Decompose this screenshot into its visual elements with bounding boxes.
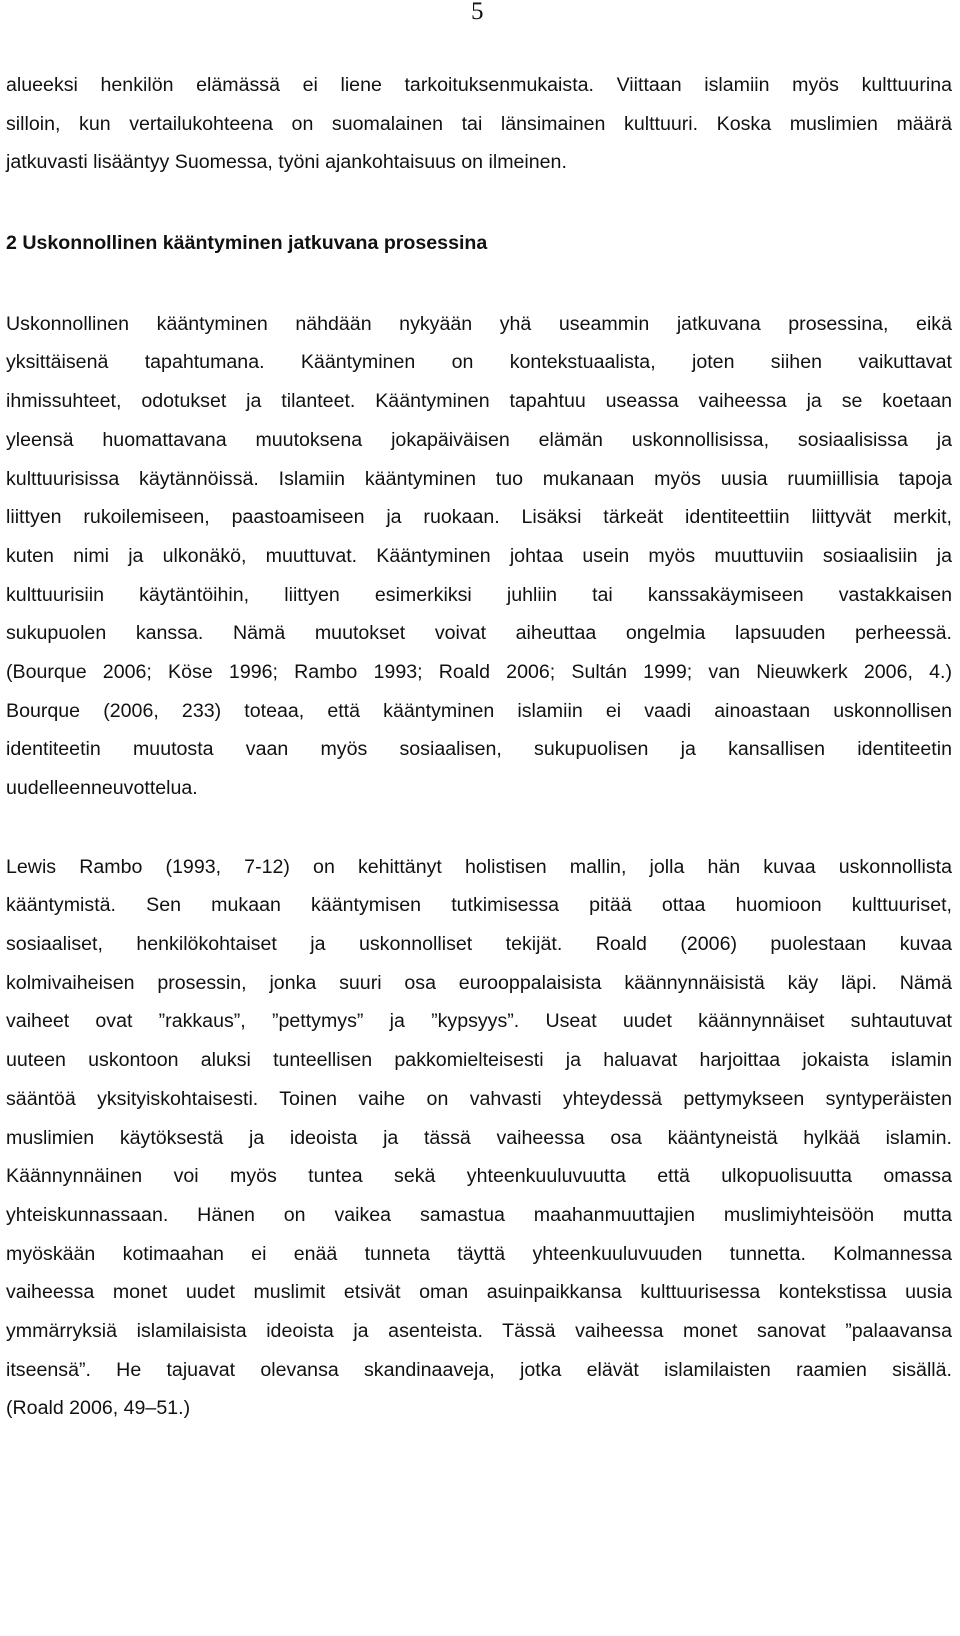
text-line: kulttuurisissa käytännöissä. Islamiin kääntyminen tuo mukanaan myös uusia ruumiillisia tapoja: [6, 467, 952, 490]
section-heading: 2 Uskonnollinen kääntyminen jatkuvana prosessina: [6, 232, 488, 255]
page-body: [6, 66, 952, 1428]
text-line: alueeksi henkilön elämässä ei liene tarkoituksenmukaista. Viittaan islamiin myös kulttuurina: [6, 74, 952, 96]
text-line: liittyen rukoilemiseen, paastoamiseen ja ruokaan. Lisäksi tärkeät identiteettiin liittyvät merkit,: [6, 506, 952, 529]
text-line: (Roald 2006, 49–51.): [6, 1397, 191, 1420]
paragraph-conversion-process: [6, 305, 952, 808]
text-line: (Bourque 2006; Köse 1996; Rambo 1993; Roald 2006; Sultán 1999; van Nieuwkerk 2006, 4.): [6, 660, 952, 683]
text-line: kolmivaiheisen prosessin, jonka suuri osa eurooppalaisista käännynnäisistä käy läpi. Nämä: [6, 971, 952, 994]
text-line: Käännynnäinen voi myös tuntea sekä yhteenkuuluvuutta että ulkopuolisuutta omassa: [6, 1165, 952, 1188]
text-line: Lewis Rambo (1993, 7-12) on kehittänyt holistisen mallin, jolla hän kuvaa uskonnollista: [6, 855, 952, 878]
text-line: jatkuvasti lisääntyy Suomessa, työni ajankohtaisuus on ilmeinen.: [6, 151, 567, 174]
text-line: yksittäisenä tapahtumana. Kääntyminen on kontekstuaalista, joten siihen vaikuttavat: [6, 351, 952, 374]
text-line: Uskonnollinen kääntyminen nähdään nykyään yhä useammin jatkuvana prosessina, eikä: [6, 312, 952, 335]
paragraph-rambo-roald: [6, 848, 952, 1428]
text-line: Bourque (2006, 233) toteaa, että kääntyminen islamiin ei vaadi ainoastaan uskonnollisen: [6, 699, 952, 722]
text-line: myöskään kotimaahan ei enää tunneta täyttä yhteenkuuluvuuden tunnetta. Kolmannessa: [6, 1242, 952, 1265]
text-line: kääntymistä. Sen mukaan kääntymisen tutkimisessa pitää ottaa huomioon kulttuuriset,: [6, 894, 952, 917]
text-line: itseensä”. He tajuavat olevansa skandinaaveja, jotka elävät islamilaisten raamien sisällä.: [6, 1358, 952, 1381]
text-line: sääntöä yksityiskohtaisesti. Toinen vaihe on vahvasti yhteydessä pettymykseen syntyperäisten: [6, 1087, 952, 1110]
page-number: 5: [471, 0, 484, 25]
text-line: kulttuurisiin käytäntöihin, liittyen esimerkiksi juhliin tai kanssakäymiseen vastakkaisen: [6, 583, 952, 606]
text-line: sukupuolen kanssa. Nämä muutokset voivat aiheuttaa ongelmia lapsuuden perheessä.: [6, 622, 952, 645]
text-line: identiteetin muutosta vaan myös sosiaalisen, sukupuolisen ja kansallisen identiteetin: [6, 738, 952, 761]
text-line: yhteiskunnassaan. Hänen on vaikea samastua maahanmuuttajien muslimiyhteisöön mutta: [6, 1203, 952, 1226]
text-line: uudelleenneuvottelua.: [6, 777, 198, 799]
text-line: uuteen uskontoon aluksi tunteellisen pakkomielteisesti ja haluavat harjoittaa jokaista islamin: [6, 1049, 952, 1072]
text-line: sosiaaliset, henkilökohtaiset ja uskonnolliset tekijät. Roald (2006) puolestaan kuvaa: [6, 933, 952, 956]
intro-paragraph: [6, 66, 952, 182]
text-line: muslimien käytöksestä ja ideoista ja tässä vaiheessa osa kääntyneistä hylkää islamin.: [6, 1126, 952, 1149]
text-line: kuten nimi ja ulkonäkö, muuttuvat. Kääntyminen johtaa usein myös muuttuviin sosiaalisiin ja: [6, 544, 952, 567]
text-line: ymmärryksiä islamilaisista ideoista ja asenteista. Tässä vaiheessa monet sanovat ”palaavansa: [6, 1319, 952, 1342]
text-line: ihmissuhteet, odotukset ja tilanteet. Kääntyminen tapahtuu useassa vaiheessa ja se koetaan: [6, 390, 952, 413]
text-line: vaiheessa monet uudet muslimit etsivät oman asuinpaikkansa kulttuurisessa kontekstissa uusia: [6, 1281, 952, 1304]
text-line: vaiheet ovat ”rakkaus”, ”pettymys” ja ”kypsyys”. Useat uudet käännynnäiset suhtautuvat: [6, 1010, 952, 1033]
text-line: yleensä huomattavana muutoksena jokapäiväisen elämän uskonnollisissa, sosiaalisissa ja: [6, 428, 952, 451]
text-line: silloin, kun vertailukohteena on suomalainen tai länsimainen kulttuuri. Koska muslimien määrä: [6, 112, 952, 135]
